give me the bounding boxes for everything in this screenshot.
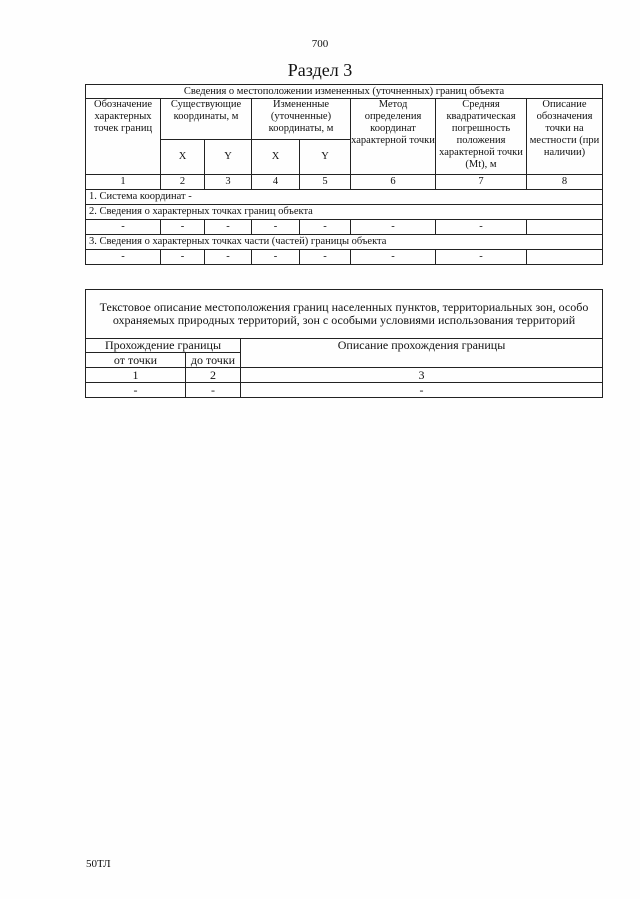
table1-title: Сведения о местоположении измененных (уточненных) границ объекта xyxy=(86,85,603,99)
section-part-points: 3. Сведения о характерных точках части (частей) границы объекта xyxy=(86,235,603,250)
col-number: 1 xyxy=(86,368,186,383)
header-x-existing: X xyxy=(161,140,205,175)
table-cell: - xyxy=(161,250,205,265)
table-cell: - xyxy=(300,250,351,265)
col-number: 4 xyxy=(252,175,300,190)
table-cell: - xyxy=(252,250,300,265)
boundary-coordinates-table xyxy=(85,84,603,265)
header-method: Метод определения координат характерной точки xyxy=(351,99,436,175)
table-cell: - xyxy=(161,220,205,235)
table-cell: - xyxy=(252,220,300,235)
table-cell: - xyxy=(351,250,436,265)
header-description: Описание обозначения точки на местности (при наличии) xyxy=(527,99,603,175)
table2-title: Текстовое описание местоположения границ населенных пунктов, территориальных зон, особо охраняемых природных территорий, зон с особыми условиями использования территорий xyxy=(86,290,603,339)
table-cell xyxy=(527,250,603,265)
header-boundary-passage: Прохождение границы xyxy=(86,339,241,353)
table-cell: - xyxy=(86,383,186,398)
col-number: 6 xyxy=(351,175,436,190)
col-number: 8 xyxy=(527,175,603,190)
col-number: 7 xyxy=(436,175,527,190)
table-cell: - xyxy=(241,383,603,398)
page-number: 700 xyxy=(311,38,329,50)
header-y-changed: Y xyxy=(300,140,351,175)
table-cell: - xyxy=(300,220,351,235)
table-cell: - xyxy=(186,383,241,398)
table-cell: - xyxy=(351,220,436,235)
table-cell: - xyxy=(205,250,252,265)
header-to-point: до точки xyxy=(186,353,241,368)
footer-code: 50ТЛ xyxy=(86,858,111,870)
col-number: 3 xyxy=(241,368,603,383)
table-cell: - xyxy=(436,250,527,265)
section-coordinate-system: 1. Система координат - xyxy=(86,190,603,205)
col-number: 3 xyxy=(205,175,252,190)
table-cell xyxy=(527,220,603,235)
section-object-points: 2. Сведения о характерных точках границ объекта xyxy=(86,205,603,220)
header-x-changed: X xyxy=(252,140,300,175)
header-existing-coords: Существующие координаты, м xyxy=(161,99,252,140)
table-cell: - xyxy=(86,250,161,265)
header-y-existing: Y xyxy=(205,140,252,175)
header-boundary-description: Описание прохождения границы xyxy=(241,339,603,368)
table-cell: - xyxy=(436,220,527,235)
table-cell: - xyxy=(86,220,161,235)
col-number: 5 xyxy=(300,175,351,190)
header-point-designation: Обозначение характерных точек границ xyxy=(86,99,161,175)
header-from-point: от точки xyxy=(86,353,186,368)
boundary-description-table xyxy=(85,289,603,398)
section-title: Раздел 3 xyxy=(287,60,353,80)
header-changed-coords: Измененные (уточненные) координаты, м xyxy=(252,99,351,140)
header-error: Средняя квадратическая погрешность положения характерной точки (Mt), м xyxy=(436,99,527,175)
table-cell: - xyxy=(205,220,252,235)
col-number: 2 xyxy=(186,368,241,383)
col-number: 2 xyxy=(161,175,205,190)
col-number: 1 xyxy=(86,175,161,190)
